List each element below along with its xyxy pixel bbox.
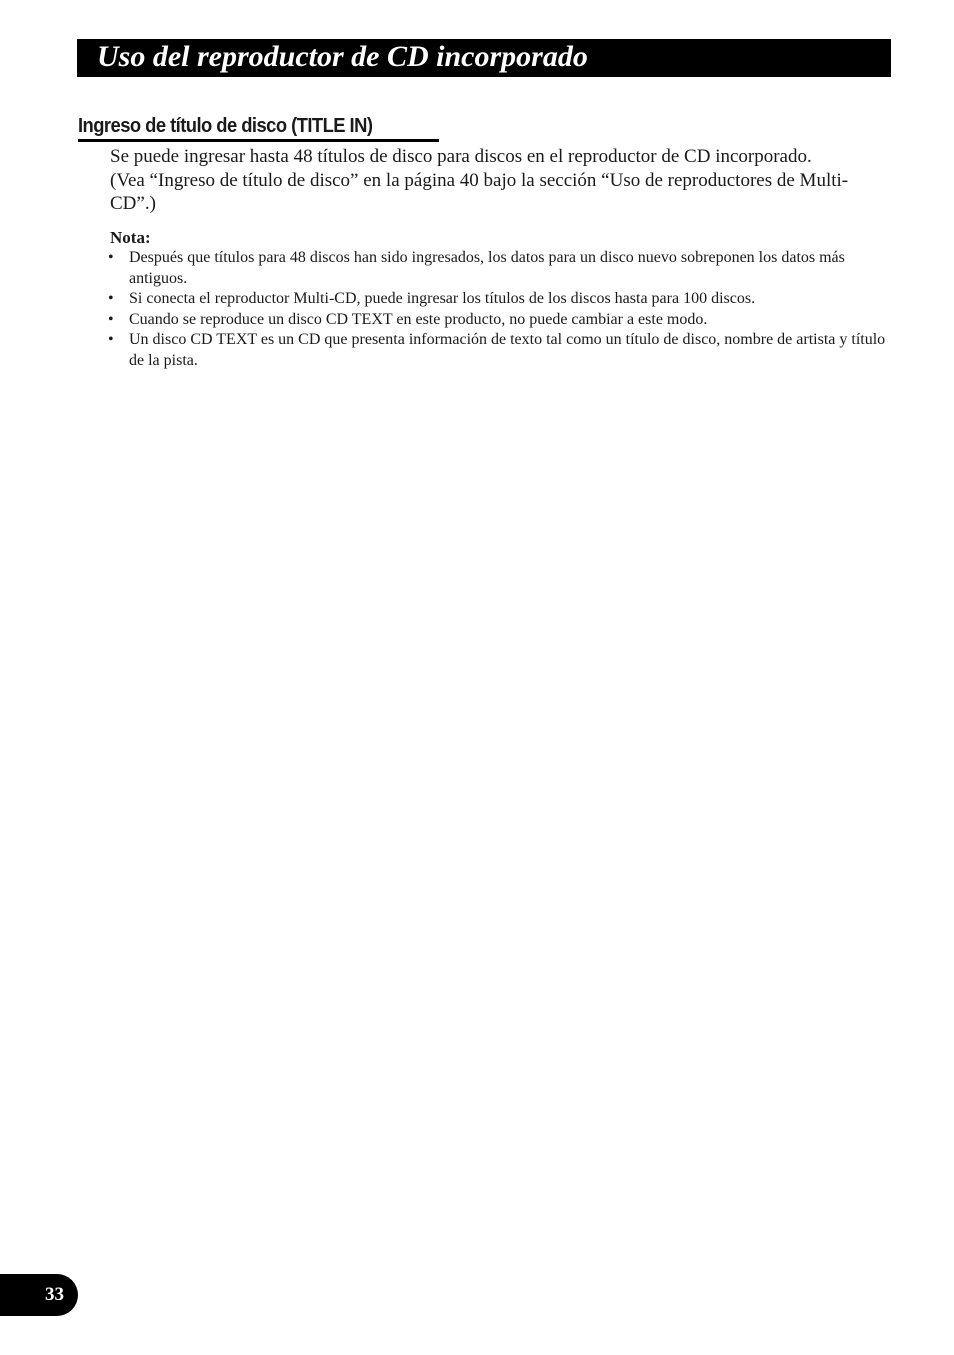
note-item-text: Cuando se reproduce un disco CD TEXT en este producto, no puede cambiar a este modo. bbox=[129, 310, 708, 328]
note-item bbox=[108, 248, 898, 289]
note-label: Nota: bbox=[110, 228, 151, 247]
note-item bbox=[108, 330, 898, 371]
page-number: 33 bbox=[45, 1284, 64, 1305]
section-heading: Ingreso de título de disco (TITLE IN) bbox=[78, 115, 373, 137]
bullet-icon: • bbox=[108, 310, 114, 328]
page-number-tab bbox=[0, 1274, 78, 1316]
intro-paragraph: Se puede ingresar hasta 48 títulos de disco para discos en el reproductor de CD incorporado. (Vea “Ingreso de título de disco” en la página 40 bajo la sección “Uso de reproductores de Multi-CD”.) bbox=[110, 146, 849, 214]
page-header-title: Uso del reproductor de CD incorporado bbox=[97, 40, 588, 73]
bullet-icon: • bbox=[108, 290, 114, 307]
bullet-icon: • bbox=[108, 249, 114, 266]
note-item bbox=[108, 289, 898, 310]
bullet-icon: • bbox=[108, 331, 114, 348]
note-item-text: Si conecta el reproductor Multi-CD, puede ingresar los títulos de los discos hasta para 100 discos. bbox=[129, 290, 756, 307]
note-item-text: Un disco CD TEXT es un CD que presenta información de texto tal como un título de disco, nombre de artista y título de la pista. bbox=[129, 331, 886, 369]
section-heading-underline bbox=[78, 139, 439, 142]
page-header-bar bbox=[77, 39, 891, 77]
note-item bbox=[108, 310, 898, 331]
note-item-text: Después que títulos para 48 discos han sido ingresados, los datos para un disco nuevo sobreponen los datos más antiguos. bbox=[129, 249, 845, 287]
note-list bbox=[108, 248, 898, 371]
